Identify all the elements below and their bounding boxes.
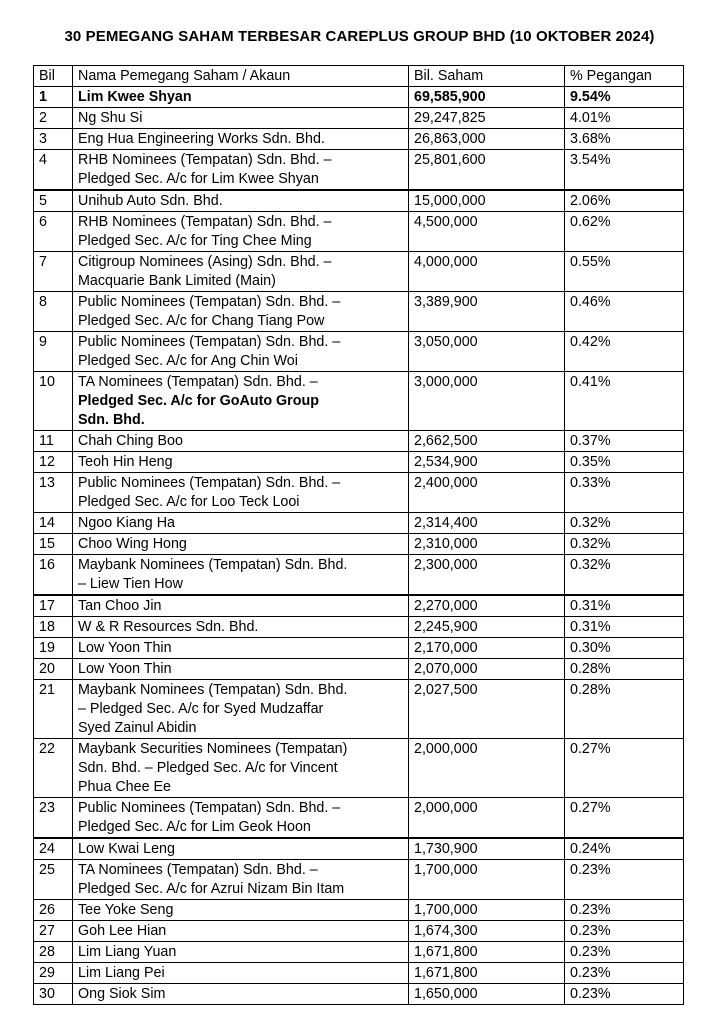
shareholder-name-cell — [73, 190, 409, 212]
name-line: Pledged Sec. A/c for Ting Chee Ming — [78, 233, 312, 249]
bil-cell: 28 — [34, 942, 73, 963]
shares-cell: 4,000,000 — [409, 252, 565, 292]
table-row — [34, 513, 684, 534]
bil-cell: 22 — [34, 739, 73, 798]
name-line: Chah Ching Boo — [78, 433, 183, 449]
shares-cell: 2,027,500 — [409, 680, 565, 739]
name-line: – Pledged Sec. A/c for Syed Mudzaffar — [78, 701, 324, 717]
table-row — [34, 555, 684, 596]
shareholder-name-cell — [73, 659, 409, 680]
shares-cell: 2,314,400 — [409, 513, 565, 534]
shares-cell: 4,500,000 — [409, 212, 565, 252]
name-line: Pledged Sec. A/c for Loo Teck Looi — [78, 494, 300, 510]
table-row — [34, 860, 684, 900]
percent-cell: 0.23% — [565, 942, 684, 963]
shareholder-name-cell — [73, 900, 409, 921]
bil-cell: 27 — [34, 921, 73, 942]
percent-cell: 0.23% — [565, 900, 684, 921]
shares-cell: 2,400,000 — [409, 473, 565, 513]
bil-cell: 12 — [34, 452, 73, 473]
bil-cell: 8 — [34, 292, 73, 332]
percent-cell: 0.23% — [565, 963, 684, 984]
shares-cell: 1,674,300 — [409, 921, 565, 942]
table-row — [34, 942, 684, 963]
header-percent: % Pegangan — [565, 66, 684, 87]
name-line: Goh Lee Hian — [78, 923, 167, 939]
name-line: Maybank Nominees (Tempatan) Sdn. Bhd. — [78, 557, 348, 573]
bil-cell: 9 — [34, 332, 73, 372]
shares-cell: 2,270,000 — [409, 595, 565, 617]
percent-cell: 0.23% — [565, 921, 684, 942]
shareholder-name-cell — [73, 617, 409, 638]
shares-cell: 2,170,000 — [409, 638, 565, 659]
table-row — [34, 659, 684, 680]
name-line: Syed Zainul Abidin — [78, 720, 197, 736]
shares-cell: 2,300,000 — [409, 555, 565, 596]
shares-cell: 2,000,000 — [409, 739, 565, 798]
percent-cell: 0.37% — [565, 431, 684, 452]
shareholder-name-cell — [73, 838, 409, 860]
name-line: RHB Nominees (Tempatan) Sdn. Bhd. – — [78, 214, 332, 230]
shareholder-name-cell — [73, 212, 409, 252]
bil-cell: 29 — [34, 963, 73, 984]
percent-cell: 0.55% — [565, 252, 684, 292]
shares-cell: 29,247,825 — [409, 108, 565, 129]
shares-cell: 1,650,000 — [409, 984, 565, 1005]
percent-cell: 0.23% — [565, 984, 684, 1005]
percent-cell: 0.62% — [565, 212, 684, 252]
shareholder-name-cell — [73, 860, 409, 900]
bil-cell: 16 — [34, 555, 73, 596]
name-line: Public Nominees (Tempatan) Sdn. Bhd. – — [78, 294, 341, 310]
name-line: Ng Shu Si — [78, 110, 143, 126]
shareholder-name-cell — [73, 473, 409, 513]
shareholder-name-cell — [73, 921, 409, 942]
shares-cell: 2,070,000 — [409, 659, 565, 680]
name-line: Macquarie Bank Limited (Main) — [78, 273, 276, 289]
shares-cell: 1,671,800 — [409, 942, 565, 963]
table-row — [34, 252, 684, 292]
bil-cell: 15 — [34, 534, 73, 555]
percent-cell: 0.24% — [565, 838, 684, 860]
percent-cell: 3.68% — [565, 129, 684, 150]
name-line: Sdn. Bhd. – Pledged Sec. A/c for Vincent — [78, 760, 338, 776]
table-row — [34, 292, 684, 332]
name-line: Low Kwai Leng — [78, 841, 175, 857]
name-line: Teoh Hin Heng — [78, 454, 173, 470]
name-line: Pledged Sec. A/c for Azrui Nizam Bin Itam — [78, 881, 345, 897]
name-line: TA Nominees (Tempatan) Sdn. Bhd. – — [78, 374, 318, 390]
shares-cell: 2,310,000 — [409, 534, 565, 555]
percent-cell: 0.28% — [565, 659, 684, 680]
table-row — [34, 431, 684, 452]
percent-cell: 0.31% — [565, 595, 684, 617]
shareholders-table — [33, 65, 684, 1005]
table-row — [34, 739, 684, 798]
name-line: Lim Liang Yuan — [78, 944, 177, 960]
percent-cell: 3.54% — [565, 150, 684, 191]
table-row — [34, 595, 684, 617]
percent-cell: 0.32% — [565, 534, 684, 555]
shareholder-name-cell — [73, 595, 409, 617]
shareholder-name-cell — [73, 638, 409, 659]
percent-cell: 0.23% — [565, 860, 684, 900]
shares-cell: 2,534,900 — [409, 452, 565, 473]
bil-cell: 6 — [34, 212, 73, 252]
percent-cell: 0.42% — [565, 332, 684, 372]
shareholder-name-cell — [73, 739, 409, 798]
shares-cell: 3,050,000 — [409, 332, 565, 372]
shareholder-name-cell — [73, 798, 409, 839]
bil-cell: 2 — [34, 108, 73, 129]
document-title: 30 PEMEGANG SAHAM TERBESAR CAREPLUS GROUP BHD (10 OKTOBER 2024) — [64, 28, 655, 45]
name-line: Citigroup Nominees (Asing) Sdn. Bhd. – — [78, 254, 332, 270]
table-row — [34, 452, 684, 473]
bil-cell: 7 — [34, 252, 73, 292]
percent-cell: 0.27% — [565, 739, 684, 798]
shareholder-name-cell — [73, 534, 409, 555]
shares-cell: 25,801,600 — [409, 150, 565, 191]
name-line-bold: Sdn. Bhd. — [78, 412, 145, 428]
table-row — [34, 372, 684, 431]
name-line: Tee Yoke Seng — [78, 902, 174, 918]
shares-cell: 1,730,900 — [409, 838, 565, 860]
name-line: Pledged Sec. A/c for Chang Tiang Pow — [78, 313, 325, 329]
shares-cell: 2,000,000 — [409, 798, 565, 839]
table-row — [34, 963, 684, 984]
shareholder-name-cell — [73, 150, 409, 191]
shareholder-name-cell — [73, 984, 409, 1005]
name-line: Public Nominees (Tempatan) Sdn. Bhd. – — [78, 475, 341, 491]
bil-cell: 3 — [34, 129, 73, 150]
shareholder-name-cell — [73, 452, 409, 473]
table-header-row — [34, 66, 684, 87]
table-row — [34, 638, 684, 659]
shares-cell: 26,863,000 — [409, 129, 565, 150]
percent-cell: 0.46% — [565, 292, 684, 332]
table-row — [34, 108, 684, 129]
bil-cell: 30 — [34, 984, 73, 1005]
name-line: Ong Siok Sim — [78, 986, 166, 1002]
table-row — [34, 921, 684, 942]
percent-cell: 0.41% — [565, 372, 684, 431]
shareholder-name-cell — [73, 252, 409, 292]
table-row — [34, 473, 684, 513]
percent-cell: 0.28% — [565, 680, 684, 739]
shares-cell: 1,671,800 — [409, 963, 565, 984]
bil-cell: 13 — [34, 473, 73, 513]
shares-cell: 1,700,000 — [409, 860, 565, 900]
shareholder-name-cell — [73, 129, 409, 150]
bil-cell: 20 — [34, 659, 73, 680]
name-line: Eng Hua Engineering Works Sdn. Bhd. — [78, 131, 325, 147]
name-line: RHB Nominees (Tempatan) Sdn. Bhd. – — [78, 152, 332, 168]
shares-cell: 3,000,000 — [409, 372, 565, 431]
shareholder-name-cell — [73, 680, 409, 739]
shares-cell: 69,585,900 — [409, 87, 565, 108]
shares-cell: 2,245,900 — [409, 617, 565, 638]
table-row — [34, 129, 684, 150]
table-row — [34, 900, 684, 921]
header-shares: Bil. Saham — [409, 66, 565, 87]
shareholder-name-cell — [73, 963, 409, 984]
table-body — [34, 87, 684, 1005]
table-row — [34, 798, 684, 839]
shareholder-name-cell — [73, 87, 409, 108]
bil-cell: 19 — [34, 638, 73, 659]
name-line: Choo Wing Hong — [78, 536, 187, 552]
percent-cell: 9.54% — [565, 87, 684, 108]
bil-cell: 18 — [34, 617, 73, 638]
table-row — [34, 617, 684, 638]
name-line: Public Nominees (Tempatan) Sdn. Bhd. – — [78, 334, 341, 350]
bil-cell: 23 — [34, 798, 73, 839]
table-row — [34, 680, 684, 739]
bil-cell: 4 — [34, 150, 73, 191]
name-line: Low Yoon Thin — [78, 661, 172, 677]
percent-cell: 0.35% — [565, 452, 684, 473]
bil-cell: 10 — [34, 372, 73, 431]
table-row — [34, 87, 684, 108]
name-line: Pledged Sec. A/c for Lim Geok Hoon — [78, 819, 311, 835]
shareholder-name-cell — [73, 555, 409, 596]
bil-cell: 24 — [34, 838, 73, 860]
name-line: Maybank Nominees (Tempatan) Sdn. Bhd. — [78, 682, 348, 698]
name-line: Lim Kwee Shyan — [78, 89, 192, 105]
bil-cell: 1 — [34, 87, 73, 108]
name-line: W & R Resources Sdn. Bhd. — [78, 619, 259, 635]
bil-cell: 21 — [34, 680, 73, 739]
name-line: Lim Liang Pei — [78, 965, 165, 981]
table-row — [34, 190, 684, 212]
table-row — [34, 534, 684, 555]
name-line: Pledged Sec. A/c for Lim Kwee Shyan — [78, 171, 319, 187]
shareholder-name-cell — [73, 332, 409, 372]
name-line: – Liew Tien How — [78, 576, 183, 592]
percent-cell: 0.31% — [565, 617, 684, 638]
table-row — [34, 332, 684, 372]
shares-cell: 3,389,900 — [409, 292, 565, 332]
shares-cell: 2,662,500 — [409, 431, 565, 452]
name-line: Ngoo Kiang Ha — [78, 515, 175, 531]
bil-cell: 25 — [34, 860, 73, 900]
shareholder-name-cell — [73, 942, 409, 963]
name-line-bold: Pledged Sec. A/c for GoAuto Group — [78, 393, 319, 409]
shareholder-name-cell — [73, 108, 409, 129]
bil-cell: 26 — [34, 900, 73, 921]
percent-cell: 0.32% — [565, 555, 684, 596]
percent-cell: 2.06% — [565, 190, 684, 212]
name-line: Low Yoon Thin — [78, 640, 172, 656]
percent-cell: 0.33% — [565, 473, 684, 513]
name-line: Tan Choo Jin — [78, 598, 162, 614]
name-line: Public Nominees (Tempatan) Sdn. Bhd. – — [78, 800, 341, 816]
name-line: Phua Chee Ee — [78, 779, 171, 795]
table-row — [34, 838, 684, 860]
table-row — [34, 212, 684, 252]
shares-cell: 1,700,000 — [409, 900, 565, 921]
shareholder-name-cell — [73, 292, 409, 332]
bil-cell: 17 — [34, 595, 73, 617]
header-bil: Bil — [34, 66, 73, 87]
percent-cell: 0.32% — [565, 513, 684, 534]
percent-cell: 0.27% — [565, 798, 684, 839]
bil-cell: 5 — [34, 190, 73, 212]
shareholder-name-cell — [73, 431, 409, 452]
bil-cell: 11 — [34, 431, 73, 452]
name-line: TA Nominees (Tempatan) Sdn. Bhd. – — [78, 862, 318, 878]
table-row — [34, 984, 684, 1005]
name-line: Pledged Sec. A/c for Ang Chin Woi — [78, 353, 298, 369]
percent-cell: 0.30% — [565, 638, 684, 659]
table-row — [34, 150, 684, 191]
shareholder-name-cell — [73, 372, 409, 431]
percent-cell: 4.01% — [565, 108, 684, 129]
shares-cell: 15,000,000 — [409, 190, 565, 212]
shareholder-name-cell — [73, 513, 409, 534]
name-line: Unihub Auto Sdn. Bhd. — [78, 193, 223, 209]
name-line: Maybank Securities Nominees (Tempatan) — [78, 741, 348, 757]
header-name: Nama Pemegang Saham / Akaun — [73, 66, 409, 87]
bil-cell: 14 — [34, 513, 73, 534]
